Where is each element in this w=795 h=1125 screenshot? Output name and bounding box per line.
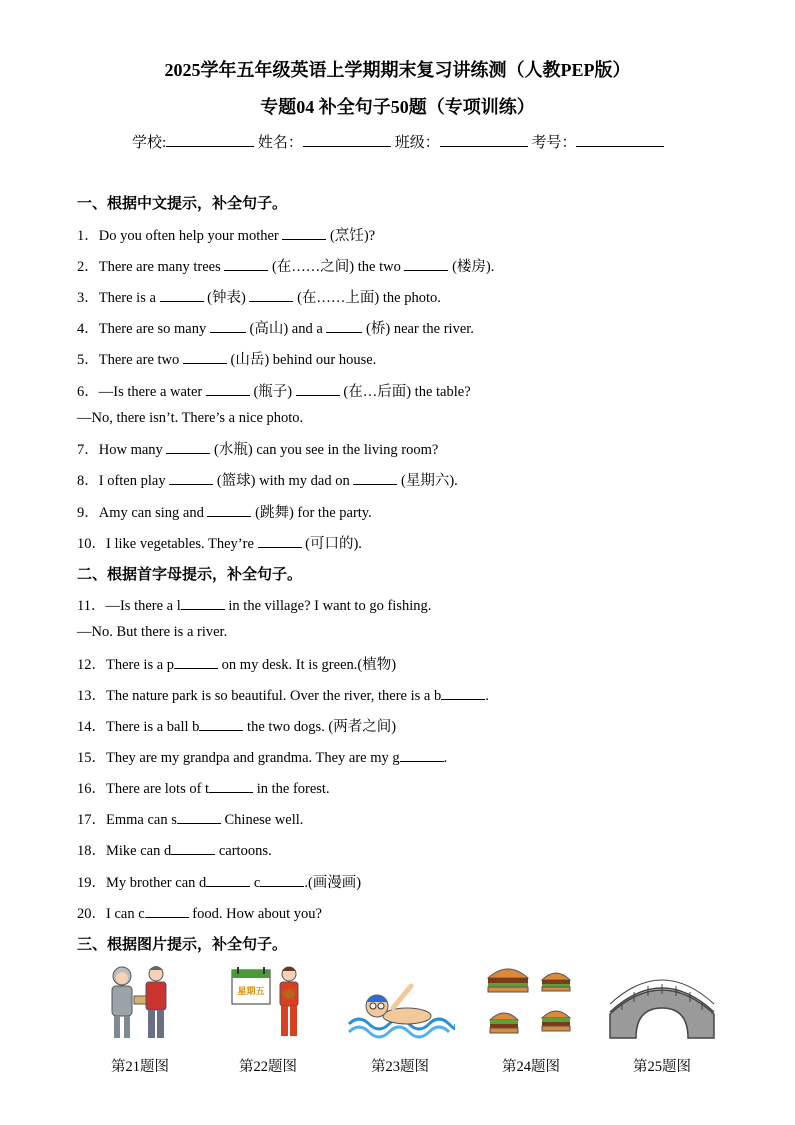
- question-text: They are my grandpa and grandma. They are my g: [106, 750, 400, 766]
- question-number: 12．: [77, 657, 106, 673]
- answer-blank[interactable]: [206, 382, 250, 396]
- name-label: 姓名：: [257, 135, 303, 151]
- section-3-heading: 三、根据图片提示，补全句子。: [77, 937, 288, 953]
- question-text: on my desk. It is green.(植物): [218, 657, 397, 673]
- question-number: 2．: [77, 259, 99, 275]
- answer-blank[interactable]: [174, 655, 218, 669]
- burger-icon: [542, 973, 570, 991]
- question-18: [77, 839, 272, 860]
- question-3: [77, 286, 441, 307]
- answer-blank[interactable]: [326, 319, 362, 333]
- question-8: [77, 469, 458, 490]
- name-blank[interactable]: [303, 132, 391, 147]
- question-number: 10．: [77, 536, 106, 552]
- question-number: 11．: [77, 598, 106, 614]
- question-16: [77, 777, 330, 798]
- question-text: Amy can sing and: [98, 505, 208, 521]
- question-number: 18．: [77, 843, 106, 859]
- question-text: —Is there a l: [105, 598, 181, 614]
- question-text: (高山) and a: [245, 321, 327, 337]
- burger-icon: [490, 1013, 518, 1033]
- question-text: .: [443, 750, 448, 766]
- question-6: [77, 380, 471, 401]
- question-6-answer-line: —No, there isn’t. There’s a nice photo.: [77, 410, 304, 426]
- class-blank[interactable]: [440, 132, 528, 147]
- question-10: [77, 532, 362, 553]
- question-text: (楼房).: [448, 259, 495, 275]
- bridge-illustration: [608, 962, 716, 1044]
- question-text: .(画漫画): [304, 875, 362, 891]
- class-label: 班级：: [394, 135, 440, 151]
- question-number: 13．: [77, 688, 106, 704]
- question-text: (在……之间) the two: [268, 259, 405, 275]
- question-19: [77, 871, 361, 892]
- question-number: 15．: [77, 750, 106, 766]
- question-number: 4．: [77, 321, 99, 337]
- answer-blank[interactable]: [206, 873, 250, 887]
- question-text: (钟表): [203, 290, 250, 306]
- answer-blank[interactable]: [353, 471, 397, 485]
- answer-blank[interactable]: [183, 350, 227, 364]
- figure-23-caption: 第23题图: [371, 1059, 429, 1075]
- question-text: How many: [98, 442, 167, 458]
- grandparents-illustration: [100, 962, 180, 1044]
- question-number: 1．: [77, 228, 99, 244]
- answer-blank[interactable]: [169, 471, 213, 485]
- answer-blank[interactable]: [249, 288, 293, 302]
- burger-icon: [488, 969, 528, 992]
- figure-24-caption: 第24题图: [502, 1059, 560, 1075]
- question-text: Emma can s: [106, 812, 177, 828]
- question-text: food. How about you?: [188, 906, 322, 922]
- answer-blank[interactable]: [296, 382, 340, 396]
- answer-blank[interactable]: [160, 288, 204, 302]
- question-4: [77, 317, 474, 338]
- question-11-answer-line: —No. But there is a river.: [77, 624, 228, 640]
- question-9: [77, 501, 372, 522]
- page-title: 2025学年五年级英语上学期期末复习讲练测（人教PEP版）: [164, 60, 631, 80]
- answer-blank[interactable]: [209, 779, 253, 793]
- question-number: 8．: [77, 473, 99, 489]
- question-text: There are lots of t: [106, 781, 210, 797]
- figure-22-caption: 第22题图: [239, 1059, 297, 1075]
- question-text: Do you often help your mother: [98, 228, 283, 244]
- question-text: (瓶子): [249, 384, 296, 400]
- question-text: Chinese well.: [220, 812, 304, 828]
- page-subtitle: 专题04 补全句子50题（专项训练）: [260, 97, 535, 117]
- question-text: There is a: [98, 290, 160, 306]
- question-text: I can c: [106, 906, 145, 922]
- question-text: (烹饪)?: [326, 228, 376, 244]
- question-5: [77, 348, 376, 369]
- question-17: [77, 808, 303, 829]
- burger-icon: [542, 1011, 570, 1031]
- question-number: 9．: [77, 505, 99, 521]
- question-text: I often play: [98, 473, 170, 489]
- question-11: [77, 594, 431, 615]
- question-text: (篮球) with my dad on: [213, 473, 354, 489]
- answer-blank[interactable]: [258, 534, 302, 548]
- calendar-day-text: 星期五: [237, 987, 265, 997]
- question-text: My brother can d: [106, 875, 207, 891]
- section-2-heading: 二、根据首字母提示，补全句子。: [77, 567, 303, 583]
- figure-25-caption: 第25题图: [633, 1059, 691, 1075]
- question-number: 7．: [77, 442, 99, 458]
- calendar-boy-illustration: [228, 962, 308, 1044]
- answer-blank[interactable]: [210, 319, 246, 333]
- question-text: in the village? I want to go fishing.: [224, 598, 432, 614]
- answer-blank[interactable]: [171, 841, 215, 855]
- question-13: [77, 684, 489, 705]
- answer-blank[interactable]: [260, 873, 304, 887]
- question-text: (在……上面) the photo.: [293, 290, 441, 306]
- answer-blank[interactable]: [282, 226, 326, 240]
- question-text: (在…后面) the table?: [339, 384, 471, 400]
- question-7: [77, 438, 438, 459]
- answer-blank[interactable]: [441, 686, 485, 700]
- question-number: 17．: [77, 812, 106, 828]
- question-1: [77, 224, 375, 245]
- question-number: 16．: [77, 781, 106, 797]
- question-text: The nature park is so beautiful. Over the river, there is a b: [106, 688, 442, 704]
- section-1-heading: 一、根据中文提示，补全句子。: [77, 196, 288, 212]
- swimmer-illustration: [347, 962, 455, 1044]
- question-text: (星期六).: [397, 473, 458, 489]
- answer-blank[interactable]: [177, 810, 221, 824]
- figure-21-caption: 第21题图: [111, 1059, 169, 1075]
- question-text: Mike can d: [106, 843, 172, 859]
- school-blank[interactable]: [166, 132, 254, 147]
- question-text: (山岳) behind our house.: [226, 352, 377, 368]
- question-text: in the forest.: [253, 781, 330, 797]
- question-text: There are two: [98, 352, 183, 368]
- question-text: c: [250, 875, 261, 891]
- answer-blank[interactable]: [145, 904, 189, 918]
- question-text: There are so many: [98, 321, 210, 337]
- question-15: [77, 746, 447, 767]
- question-number: 20．: [77, 906, 106, 922]
- hamburgers-illustration: [482, 962, 578, 1044]
- question-text: There are many trees: [98, 259, 225, 275]
- answer-blank[interactable]: [404, 257, 448, 271]
- answer-blank[interactable]: [181, 596, 225, 610]
- answer-blank[interactable]: [400, 748, 444, 762]
- question-number: 5．: [77, 352, 99, 368]
- question-text: cartoons.: [215, 843, 272, 859]
- answer-blank[interactable]: [207, 503, 251, 517]
- question-text: (可口的).: [301, 536, 362, 552]
- answer-blank[interactable]: [199, 717, 243, 731]
- answer-blank[interactable]: [224, 257, 268, 271]
- question-text: There is a p: [106, 657, 175, 673]
- question-14: [77, 715, 396, 736]
- question-text: I like vegetables. They’re: [106, 536, 258, 552]
- question-text: (水瓶) can you see in the living room?: [210, 442, 439, 458]
- question-2: [77, 255, 494, 276]
- question-text: There is a ball b: [106, 719, 200, 735]
- question-number: 3．: [77, 290, 99, 306]
- question-text: the two dogs. (两者之间): [243, 719, 397, 735]
- school-label: 学校:: [132, 135, 167, 151]
- number-blank[interactable]: [576, 132, 664, 147]
- question-text: .: [485, 688, 489, 704]
- question-number: 6．: [77, 384, 99, 400]
- question-text: (跳舞) for the party.: [251, 505, 372, 521]
- question-text: (桥) near the river.: [362, 321, 474, 337]
- answer-blank[interactable]: [166, 440, 210, 454]
- question-number: 14．: [77, 719, 106, 735]
- question-text: —Is there a water: [98, 384, 206, 400]
- question-12: [77, 653, 396, 674]
- number-label: 考号：: [531, 135, 577, 151]
- question-20: [77, 902, 322, 923]
- student-info: [132, 131, 664, 152]
- question-number: 19．: [77, 875, 106, 891]
